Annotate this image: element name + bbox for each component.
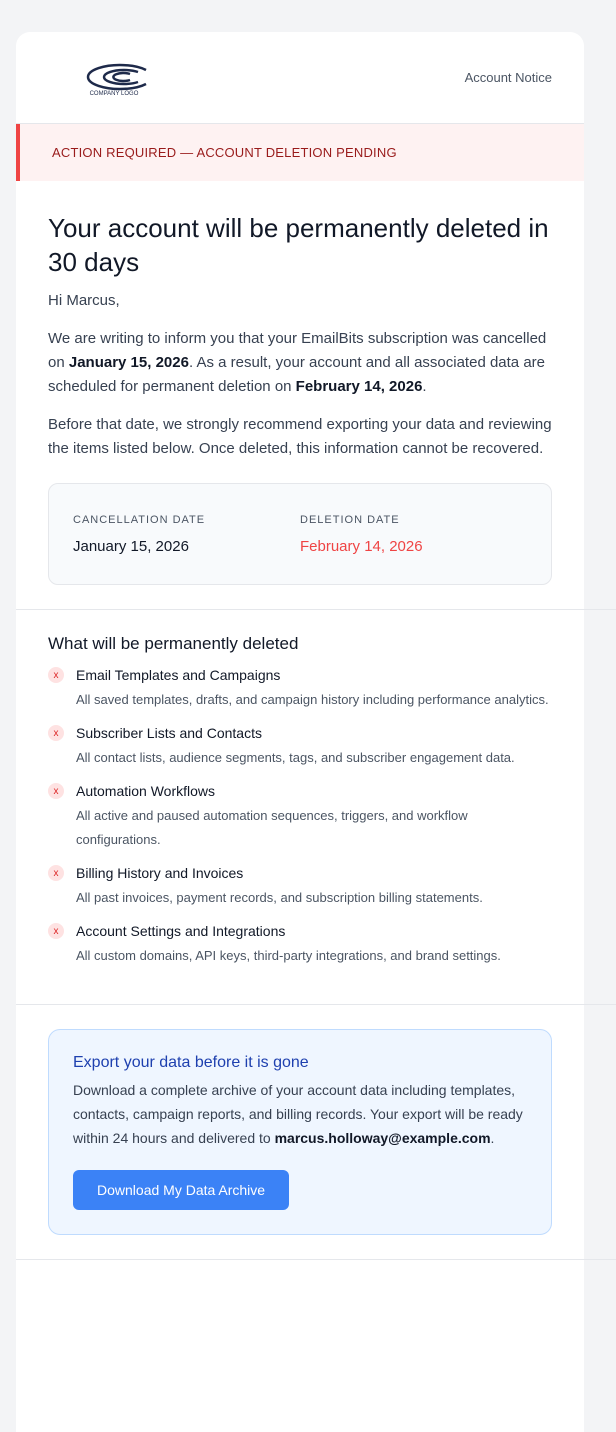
download-archive-button[interactable]: Download My Data Archive xyxy=(73,1170,289,1210)
x-icon: x xyxy=(48,667,64,683)
account-notice-label: Account Notice xyxy=(464,70,552,85)
list-item xyxy=(48,724,552,770)
item-description: All saved templates, drafts, and campaign history including performance analytics. xyxy=(76,692,549,707)
x-icon: x xyxy=(48,865,64,881)
recommend-paragraph: Before that date, we strongly recommend exporting your data and reviewing the items listed below. Once deleted, this information cannot be recovered. xyxy=(48,416,552,457)
item-description: All active and paused automation sequences, triggers, and workflow configurations. xyxy=(76,808,468,847)
item-description: All custom domains, API keys, third-party integrations, and brand settings. xyxy=(76,948,501,963)
page-title: Your account will be permanently deleted in 30 days xyxy=(48,213,549,277)
item-title: Email Templates and Campaigns xyxy=(76,667,281,683)
company-logo xyxy=(64,58,164,98)
list-item xyxy=(48,782,552,852)
dates-box xyxy=(48,483,552,585)
item-description: All contact lists, audience segments, tags, and subscriber engagement data. xyxy=(76,750,515,765)
x-icon: x xyxy=(48,923,64,939)
item-title: Billing History and Invoices xyxy=(76,865,244,881)
action-required-banner: ACTION REQUIRED — ACCOUNT DELETION PENDING xyxy=(16,124,584,181)
divider xyxy=(16,1259,616,1260)
email-header xyxy=(16,32,584,124)
svg-text:COMPANY LOGO: COMPANY LOGO xyxy=(89,90,139,97)
item-title: Account Settings and Integrations xyxy=(76,923,286,939)
item-title: Automation Workflows xyxy=(76,783,216,799)
x-icon: x xyxy=(48,783,64,799)
cancellation-date-value: January 15, 2026 xyxy=(73,538,189,555)
greeting: Hi Marcus, xyxy=(48,292,120,309)
export-box xyxy=(48,1029,552,1235)
divider xyxy=(16,1004,616,1005)
list-item xyxy=(48,666,552,712)
intro-paragraph: We are writing to inform you that your EmailBits subscription was cancelled on January 15, 2026. As a result, your account and all associated data are scheduled for permanent deletion on February 14, 2026. xyxy=(48,330,547,395)
section-heading: What will be permanently deleted xyxy=(48,634,299,653)
deletion-date-label: DELETION DATE xyxy=(300,514,400,526)
cancellation-date-label: CANCELLATION DATE xyxy=(73,514,206,526)
email-card xyxy=(16,32,584,1432)
export-heading: Export your data before it is gone xyxy=(73,1054,309,1071)
item-description: All past invoices, payment records, and subscription billing statements. xyxy=(76,890,483,905)
deletion-date-value: February 14, 2026 xyxy=(300,538,423,555)
list-item xyxy=(48,922,552,968)
x-icon: x xyxy=(48,725,64,741)
export-text: Download a complete archive of your account data including templates, contacts, campaign reports, and billing records. Your export will be ready within 24 hours and delivered to marcus.holloway@example.com. xyxy=(73,1082,523,1146)
list-item xyxy=(48,864,552,910)
item-title: Subscriber Lists and Contacts xyxy=(76,725,262,741)
deleted-items-section xyxy=(16,610,584,1004)
